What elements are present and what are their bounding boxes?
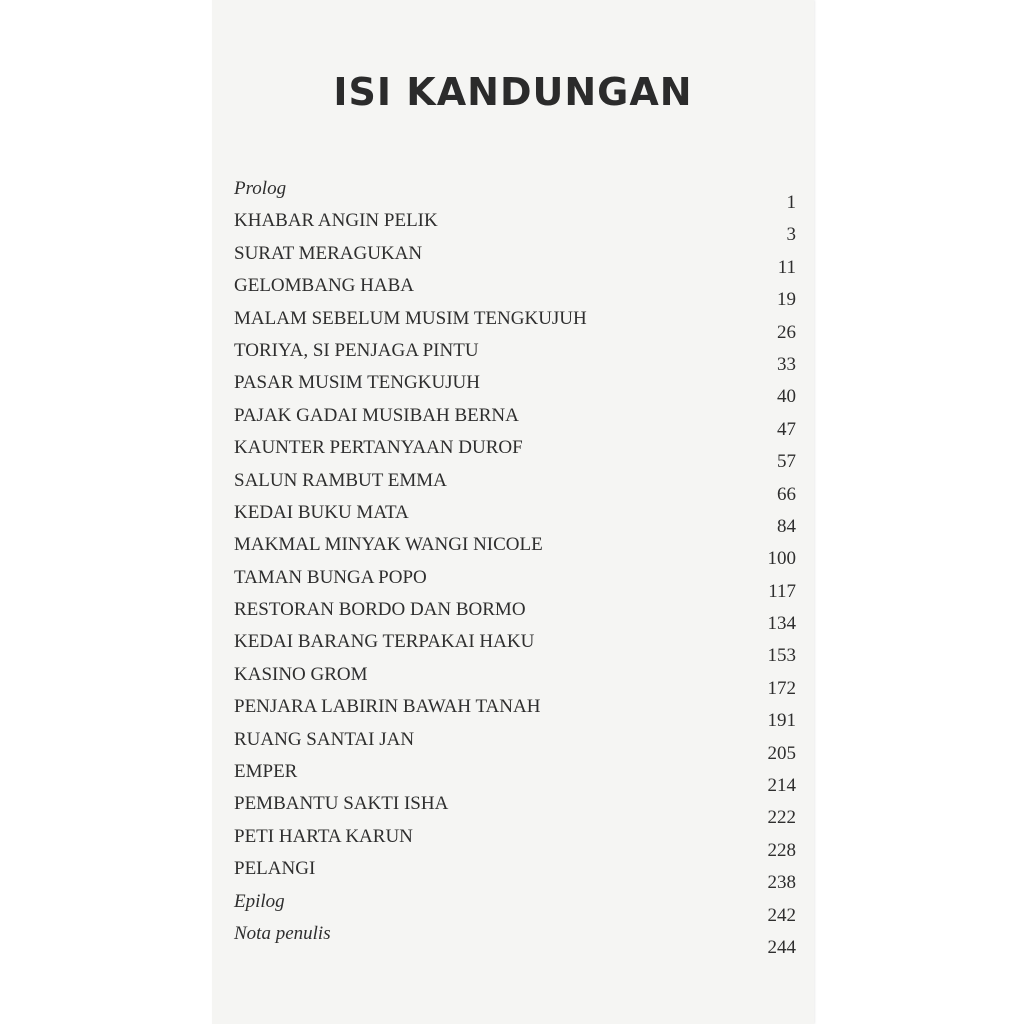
toc-entry bbox=[234, 370, 796, 408]
toc-entry bbox=[234, 176, 796, 213]
toc-entry bbox=[234, 662, 796, 699]
toc-entry-page-number: 214 bbox=[767, 775, 796, 797]
toc-entry-title: GELOMBANG HABA bbox=[234, 275, 414, 297]
toc-entry-page-number: 26 bbox=[777, 321, 796, 343]
toc-entry-title: Nota penulis bbox=[234, 922, 331, 944]
toc-entry-title: KAUNTER PERTANYAAN DUROF bbox=[234, 437, 523, 459]
toc-entry bbox=[234, 500, 796, 537]
toc-entry-title: PENJARA LABIRIN BAWAH TANAH bbox=[234, 696, 541, 718]
toc-entry-page-number: 153 bbox=[767, 645, 796, 667]
toc-entry-page-number: 57 bbox=[777, 451, 796, 473]
toc-entry-title: EMPER bbox=[234, 761, 298, 783]
toc-entry bbox=[234, 565, 796, 602]
toc-entry bbox=[234, 694, 796, 732]
toc-entry bbox=[234, 208, 796, 246]
toc-entry-page-number: 242 bbox=[767, 904, 796, 926]
toc-entry-page-number: 172 bbox=[767, 677, 796, 699]
toc-entry-title: KEDAI BUKU MATA bbox=[234, 501, 409, 523]
toc-entry-page-number: 40 bbox=[777, 386, 796, 408]
toc-entry bbox=[234, 597, 796, 635]
toc-entry bbox=[234, 273, 796, 311]
toc-entry bbox=[234, 403, 796, 440]
toc-entry bbox=[234, 338, 796, 375]
table-of-contents bbox=[234, 176, 796, 958]
toc-entry bbox=[234, 306, 796, 343]
toc-entry-title: SURAT MERAGUKAN bbox=[234, 242, 423, 264]
toc-entry-title: KEDAI BARANG TERPAKAI HAKU bbox=[234, 631, 535, 653]
toc-entry-page-number: 84 bbox=[777, 515, 796, 537]
toc-entry-title: RUANG SANTAI JAN bbox=[234, 728, 415, 750]
toc-entry bbox=[234, 727, 796, 764]
toc-entry-title: PASAR MUSIM TENGKUJUH bbox=[234, 372, 480, 394]
toc-entry bbox=[234, 532, 796, 570]
toc-entry-title: KHABAR ANGIN PELIK bbox=[234, 210, 438, 232]
toc-entry-title: SALUN RAMBUT EMMA bbox=[234, 469, 447, 491]
toc-entry bbox=[234, 435, 796, 473]
toc-entry-title: TAMAN BUNGA POPO bbox=[234, 566, 427, 588]
toc-entry-page-number: 47 bbox=[777, 418, 796, 440]
toc-entry-page-number: 205 bbox=[767, 742, 796, 764]
toc-entry-title: PELANGI bbox=[234, 858, 316, 880]
toc-entry bbox=[234, 241, 796, 278]
toc-entry-title: Epilog bbox=[234, 890, 285, 912]
toc-entry-title: Prolog bbox=[234, 178, 287, 199]
toc-entry bbox=[234, 791, 796, 829]
toc-entry bbox=[234, 889, 796, 926]
toc-entry-page-number: 3 bbox=[786, 224, 796, 246]
toc-entry-page-number: 100 bbox=[767, 548, 796, 570]
toc-entry bbox=[234, 468, 796, 505]
toc-entry-page-number: 1 bbox=[786, 192, 796, 213]
toc-entry-title: RESTORAN BORDO DAN BORMO bbox=[234, 599, 526, 621]
book-page bbox=[212, 0, 814, 1024]
page-title: ISI KANDUNGAN bbox=[333, 70, 693, 114]
toc-entry-page-number: 66 bbox=[777, 483, 796, 505]
toc-entry bbox=[234, 921, 796, 958]
toc-entry bbox=[234, 856, 796, 894]
toc-entry-page-number: 11 bbox=[777, 256, 796, 278]
toc-entry-page-number: 134 bbox=[767, 613, 796, 635]
toc-entry-page-number: 228 bbox=[767, 839, 796, 861]
toc-entry bbox=[234, 759, 796, 797]
toc-entry-page-number: 244 bbox=[767, 936, 796, 958]
toc-entry-page-number: 191 bbox=[767, 710, 796, 732]
toc-entry-title: KASINO GROM bbox=[234, 663, 368, 685]
toc-entry-title: TORIYA, SI PENJAGA PINTU bbox=[234, 339, 479, 361]
toc-entry-title: PAJAK GADAI MUSIBAH BERNA bbox=[234, 404, 519, 426]
toc-entry-title: PETI HARTA KARUN bbox=[234, 825, 413, 847]
toc-entry-page-number: 222 bbox=[767, 807, 796, 829]
toc-entry-title: MALAM SEBELUM MUSIM TENGKUJUH bbox=[234, 307, 587, 329]
toc-entry-page-number: 117 bbox=[768, 580, 796, 602]
toc-entry-page-number: 238 bbox=[767, 872, 796, 894]
toc-entry-page-number: 19 bbox=[777, 289, 796, 311]
toc-entry-title: MAKMAL MINYAK WANGI NICOLE bbox=[234, 534, 543, 556]
toc-entry bbox=[234, 824, 796, 861]
toc-entry-page-number: 33 bbox=[777, 353, 796, 375]
toc-entry bbox=[234, 629, 796, 667]
toc-entry-title: PEMBANTU SAKTI ISHA bbox=[234, 793, 449, 815]
